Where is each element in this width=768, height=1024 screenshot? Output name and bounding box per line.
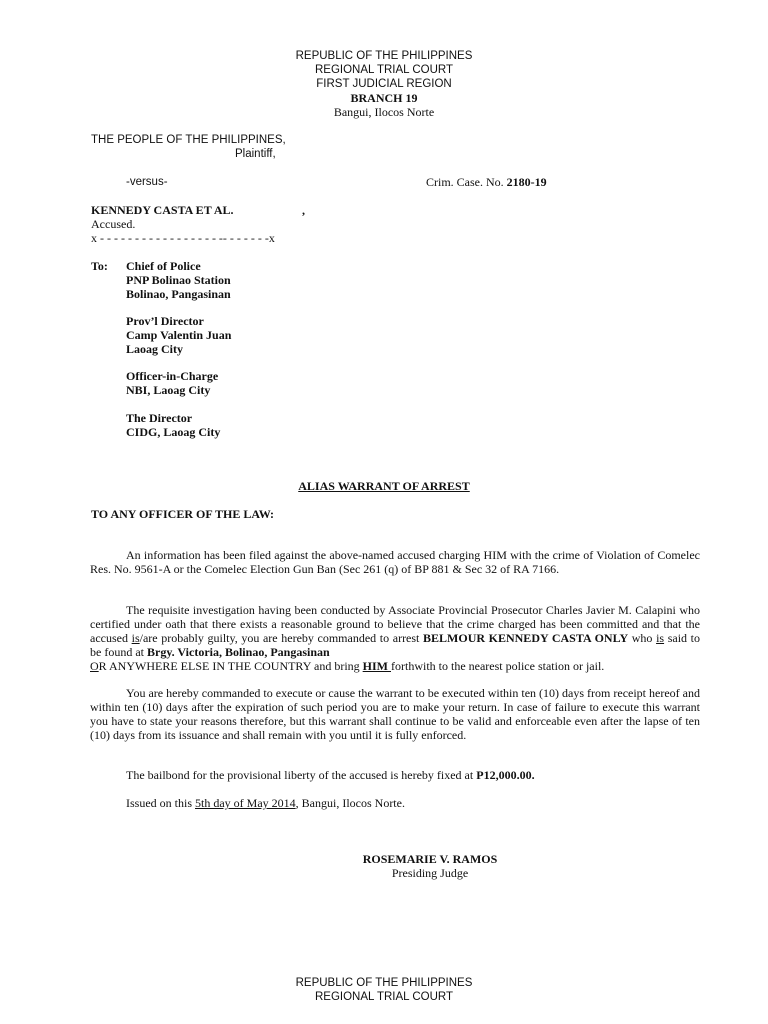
text-run: The bailbond for the provisional liberty of the accused is hereby fixed at [126, 768, 477, 782]
text-run: , Bangui, Ilocos Norte. [295, 796, 405, 810]
accused-comma: , [302, 203, 305, 217]
recipient-group-2 [126, 314, 231, 356]
text-run: said to be found at [90, 631, 700, 659]
paragraph-bailbond [126, 768, 535, 782]
recipient-group-1 [126, 259, 231, 301]
header-location: Bangui, Ilocos Norte [333, 105, 435, 119]
caption-separator: x - - - - - - - - - - - - - - - - - -- - - - - - -x [91, 231, 275, 245]
recipient-line: Bolinao, Pangasinan [126, 287, 231, 301]
salutation: TO ANY OFFICER OF THE LAW: [91, 507, 275, 521]
paragraph-text: An information has been filed against the above-named accused charging HIM with the crime of Violation of Comelec Res. No. 9561-A or the Comelec Election Gun Ban (Sec 261 (q) of BP 881 & Sec 32 of RA 7166. [90, 548, 700, 576]
paragraph-information [90, 548, 700, 576]
judge-name: ROSEMARIE V. RAMOS [362, 852, 498, 866]
paragraph-command [90, 686, 700, 742]
header-republic: REPUBLIC OF THE PHILIPPINES [295, 50, 473, 62]
bail-amount: P12,000.00. [476, 768, 535, 782]
text-run: HIM [362, 659, 391, 673]
recipient-group-3 [126, 369, 218, 397]
header-court: REGIONAL TRIAL COURT [314, 64, 454, 76]
next-page-header [0, 976, 768, 1004]
case-number: 2180-19 [506, 175, 547, 189]
recipient-line: Chief of Police [126, 259, 201, 273]
accused-name: KENNEDY CASTA ET AL. [91, 203, 234, 217]
text-run: is [656, 631, 665, 645]
plaintiff-role: Plaintiff, [235, 148, 276, 160]
plaintiff-name: THE PEOPLE OF THE PHILIPPINES, [91, 134, 286, 146]
versus-label: -versus- [126, 176, 168, 188]
header-branch: BRANCH 19 [350, 91, 418, 105]
recipient-line: NBI, Laoag City [126, 383, 211, 397]
issue-date: 5th day of May 2014 [195, 796, 296, 810]
paragraph-text: You are hereby commanded to execute or cause the warrant to be executed within ten (10) days from receipt hereof and within ten (10) days after the expiration of such period you are to make your return. In case of failure to execute this warrant you have to state your reasons therefore, but this warrant shall continue to be valid and enforceable even after the lapse of ten (10) days from its issuance and shall remain with you until it is fully enforced. [90, 686, 700, 742]
recipient-line: CIDG, Laoag City [126, 425, 221, 439]
text-run: The requisite investigation having been conducted by Associate Provincial Prosecutor Charles Javier M. Calapini who certified under oath that there exists a reasonable ground to believe that the crime charged has been committed and that the accused [90, 603, 700, 645]
header-region: FIRST JUDICIAL REGION [316, 78, 452, 90]
document-title: ALIAS WARRANT OF ARREST [298, 479, 470, 493]
recipient-group-4 [126, 411, 220, 439]
to-label: To: [91, 259, 108, 273]
footer-republic: REPUBLIC OF THE PHILIPPINES [295, 977, 473, 989]
case-label: Crim. Case. No. [426, 175, 504, 189]
recipient-line: Prov’l Director [126, 314, 204, 328]
accused-role: Accused. [91, 217, 136, 231]
text-run: is [131, 631, 140, 645]
text-run: Issued on this [126, 796, 195, 810]
arrest-location: Brgy. Victoria, Bolinao, Pangasinan [146, 645, 330, 659]
paragraph-text [90, 603, 700, 673]
text-run: R ANYWHERE ELSE IN THE COUNTRY and bring [98, 659, 363, 673]
text-run: /are probably guilty, you are hereby commanded to arrest [139, 631, 424, 645]
text-run: forthwith to the nearest police station or jail. [391, 659, 605, 673]
paragraph-issued [126, 796, 405, 810]
recipient-line: Laoag City [126, 342, 183, 356]
paragraph-investigation [90, 603, 700, 673]
judge-title: Presiding Judge [391, 866, 469, 880]
footer-court: REGIONAL TRIAL COURT [314, 991, 454, 1003]
recipient-line: Camp Valentin Juan [126, 328, 232, 342]
recipient-line: PNP Bolinao Station [126, 273, 231, 287]
text-run: who [628, 631, 657, 645]
accused-full-name: BELMOUR KENNEDY CASTA ONLY [423, 631, 629, 645]
case-number-line [426, 175, 547, 189]
recipient-line: The Director [126, 411, 193, 425]
recipient-line: Officer-in-Charge [126, 369, 219, 383]
text-run: O [90, 659, 99, 673]
court-header [0, 49, 768, 91]
